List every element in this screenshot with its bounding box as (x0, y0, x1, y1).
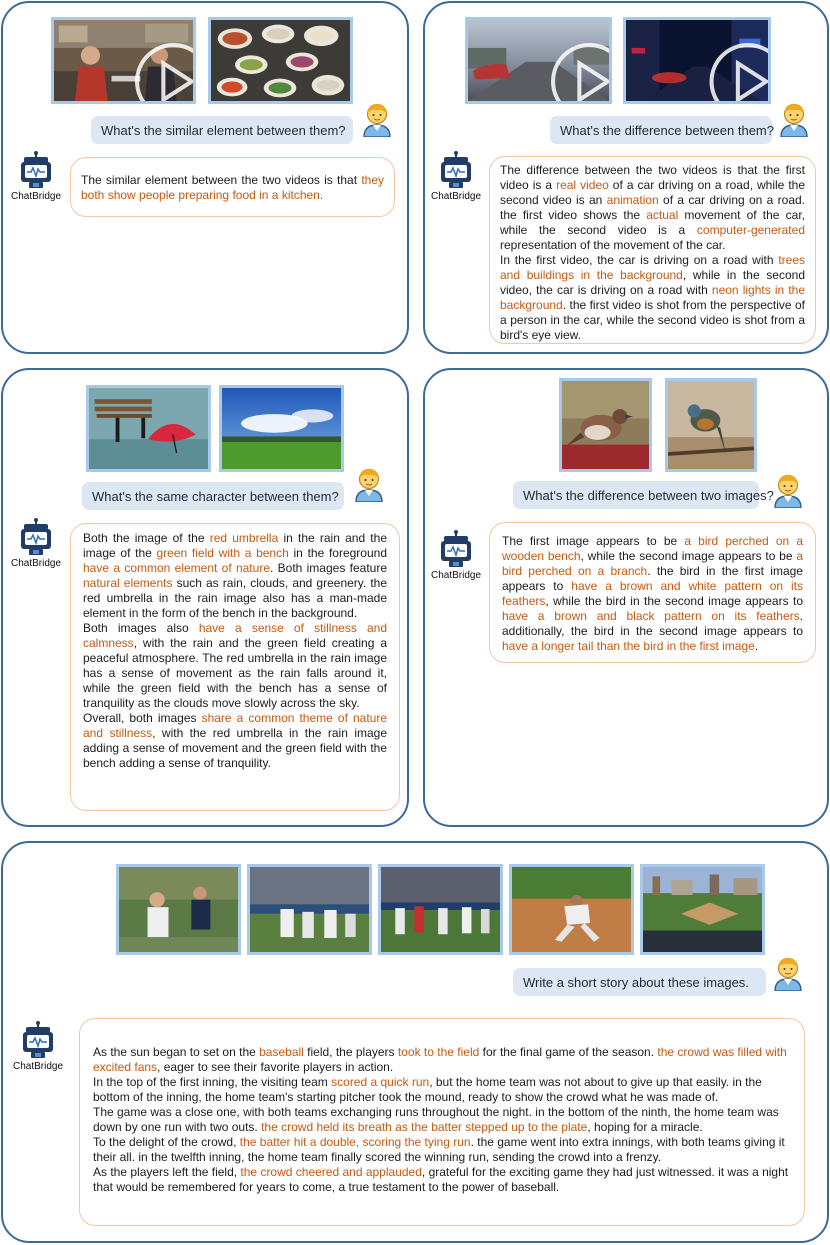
answer-text: , with the red umbrella in the rain image adding a sense of movement and the green field with the bench adding a sense of tranquility. (83, 726, 387, 770)
answer-text: As the players left the field, (93, 1165, 241, 1179)
answer-text: . the first video is shot from the perspective of a person in the car, while the second video is shot from a bird's eye view. (500, 298, 805, 342)
bot-answer (79, 1018, 805, 1226)
answer-text: of a car driving on a road, while the second video is an (500, 178, 806, 207)
answer-text: The difference between the two videos is that the first video is a (500, 163, 805, 192)
highlighted-phrase: have a brown and black pattern on its feathers (502, 609, 800, 623)
answer-text: of a car driving on a road. the first video shows the (500, 193, 805, 222)
highlighted-phrase: have a brown and white pattern on its feathers (502, 579, 803, 608)
highlighted-phrase: share a common theme of nature and stillness (83, 711, 387, 740)
image-thumbnail-green-field[interactable] (219, 385, 344, 472)
answer-text: The game was a close one, with both teams exchanging runs throughout the night. in the bottom of the ninth, the home team was down by one run with two outs. (93, 1105, 779, 1134)
image-thumbnail-pitcher[interactable] (509, 864, 634, 955)
highlighted-phrase: a bird perched on a wooden bench (502, 534, 804, 563)
answer-text: in the rain and the image of the (83, 531, 387, 560)
highlighted-phrase: have a longer tail than the bird in the first image (502, 639, 755, 653)
bot-answer (70, 523, 400, 811)
bot-answer (489, 156, 816, 344)
highlighted-phrase: real video (556, 178, 609, 192)
answer-text: in the foreground (288, 546, 388, 560)
image-thumbnail-crowd-field[interactable] (378, 864, 503, 955)
highlighted-phrase: the crowd held its breath as the batter stepped up to the plate (261, 1120, 588, 1134)
bot-label: ChatBridge (12, 1061, 64, 1072)
highlighted-phrase: the crowd was filled with excited fans (93, 1045, 787, 1074)
bot-label: ChatBridge (430, 570, 482, 581)
answer-text: . additionally, the bird in the second image appears to (502, 609, 803, 638)
answer-text: As the sun began to set on the (93, 1045, 260, 1059)
answer-text: , while the bird in the second image appears to (545, 594, 803, 608)
user-question (91, 116, 353, 144)
video-thumbnail-car-road[interactable] (465, 17, 612, 104)
panel-image-similarity (1, 368, 409, 827)
user-question (513, 481, 774, 509)
answer-text: . the bird in the first image appears to (502, 564, 803, 593)
robot-icon (430, 151, 482, 189)
chatbridge-avatar (10, 518, 62, 569)
answer-text: such as rain, clouds, and greenery. the red umbrella in the rain image also has a man-made element in the form of the bench in the background. (83, 576, 388, 620)
user-question (513, 968, 766, 996)
bot-label: ChatBridge (10, 558, 62, 569)
highlighted-phrase: green field with a bench (156, 546, 289, 560)
highlighted-phrase: have a sense of stillness and calmness (83, 621, 387, 650)
video-thumbnail-kitchen-people[interactable] (51, 17, 196, 104)
question-text: What's the same character between them? (92, 488, 339, 504)
user-avatar-icon (362, 101, 392, 137)
answer-text: The similar element between the two videos is that (81, 173, 362, 187)
play-icon[interactable] (104, 41, 197, 105)
highlighted-phrase: scored a quick run (331, 1075, 430, 1089)
answer-text: field, the players (303, 1045, 398, 1059)
highlighted-phrase: a bird perched on a branch (502, 549, 803, 578)
user-question (550, 116, 772, 144)
highlighted-phrase: they both show people preparing food in a kitchen. (81, 173, 384, 202)
robot-icon (430, 530, 482, 568)
image-thumbnail-bird-bench[interactable] (559, 378, 652, 472)
answer-text: , but the home team was not about to give up that easily. in the bottom of the inning, the home team's starting pitcher took the mound, ready to show the crowd what he was made of. (93, 1075, 762, 1104)
robot-icon (10, 518, 62, 556)
robot-icon (12, 1021, 64, 1059)
question-text: What's the similar element between them? (101, 122, 346, 138)
image-thumbnail-bird-branch[interactable] (665, 378, 757, 472)
answer-text: To the delight of the crowd, (93, 1135, 240, 1149)
answer-text: In the first video, the car is driving on a road with (500, 253, 779, 267)
question-text: Write a short story about these images. (523, 974, 749, 990)
highlighted-phrase: animation (606, 193, 659, 207)
image-thumbnail-stadium[interactable] (640, 864, 765, 955)
answer-text: , hoping for a miracle. (587, 1120, 703, 1134)
panel-video-similarity (1, 1, 409, 354)
answer-text: , grateful for the exciting game they had just witnessed. it was a night that would be remembered for years to come, a true testament to the power of baseball. (93, 1165, 789, 1194)
answer-text: , while in the second video, the car is driving on a road with (500, 268, 805, 297)
user-question (82, 482, 344, 510)
user-avatar-icon (773, 472, 803, 508)
play-icon[interactable] (677, 41, 771, 105)
answer-text: , while the second image appears to be (580, 549, 797, 563)
answer-text: . (754, 639, 759, 653)
robot-icon (10, 151, 62, 189)
bot-label: ChatBridge (430, 191, 482, 202)
highlighted-phrase: computer-generated (696, 223, 805, 237)
answer-text: The first image appears to be (502, 534, 685, 548)
user-avatar-icon (354, 466, 384, 502)
image-thumbnail-red-umbrella[interactable] (86, 385, 211, 472)
answer-text: , with the rain and the green field creating a peaceful atmosphere. The red umbrella in the rain image has a sense of movement as the rain falls around it, while the green field with the bench has a sense of tranquility as the clouds move slowly across the sky. (83, 636, 387, 710)
answer-text: . the game went into extra innings, with both teams giving it their all. in the twelfth inning, the home team finally scored the winning run, sending the crowd into a frenzy. (93, 1135, 785, 1164)
user-avatar-icon (773, 955, 803, 991)
answer-text: movement of the car, while the second video is a (500, 208, 805, 237)
answer-text: for the final game of the season. (479, 1045, 658, 1059)
question-text: What's the difference between them? (560, 122, 774, 138)
highlighted-phrase: actual (646, 208, 679, 222)
video-thumbnail-vegetable-bowls[interactable] (208, 17, 353, 104)
question-text: What's the difference between two images? (523, 487, 774, 503)
answer-text: Both images also (83, 621, 199, 635)
image-thumbnail-baseball-players[interactable] (116, 864, 241, 955)
chatbridge-avatar (430, 151, 482, 202)
chatbridge-avatar (12, 1021, 64, 1072)
highlighted-phrase: took to the field (397, 1045, 480, 1059)
panel-story (1, 841, 829, 1243)
video-thumbnail-neon-city[interactable] (623, 17, 771, 104)
highlighted-phrase: natural elements (83, 576, 173, 590)
user-avatar-icon (779, 101, 809, 137)
highlighted-phrase: red umbrella (209, 531, 279, 545)
bot-label: ChatBridge (10, 191, 62, 202)
highlighted-phrase: have a common element of nature (83, 561, 270, 575)
play-icon[interactable] (519, 41, 613, 105)
highlighted-phrase: trees and buildings in the background (500, 253, 805, 282)
answer-text: Both the image of the (83, 531, 210, 545)
chatbridge-avatar (430, 530, 482, 581)
answer-text: representation of the movement of the car. (500, 238, 726, 252)
bot-answer (489, 522, 816, 663)
answer-text: , eager to see their favorite players in action. (157, 1060, 394, 1074)
bot-answer (70, 157, 395, 217)
chatbridge-avatar (10, 151, 62, 202)
highlighted-phrase: baseball (259, 1045, 304, 1059)
answer-text: In the top of the first inning, the visiting team (93, 1075, 332, 1089)
panel-video-difference (423, 1, 829, 354)
answer-text: Overall, both images (83, 711, 202, 725)
highlighted-phrase: the crowd cheered and applauded (240, 1165, 422, 1179)
answer-text: . Both images feature (270, 561, 387, 575)
highlighted-phrase: the batter hit a double, scoring the tying run (239, 1135, 471, 1149)
panel-image-difference (423, 368, 829, 827)
highlighted-phrase: neon lights in the background (500, 283, 805, 312)
image-thumbnail-team-dugout[interactable] (247, 864, 372, 955)
